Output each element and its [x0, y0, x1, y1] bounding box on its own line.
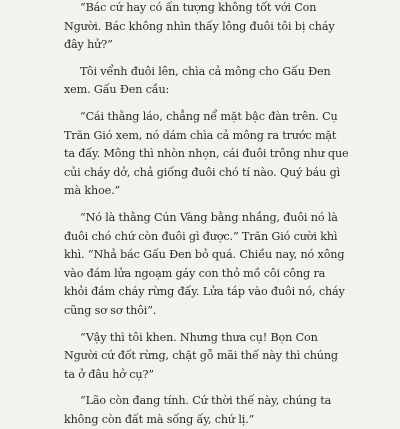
text-line: mà khoe.”	[64, 184, 121, 198]
text-line: “Bác cứ hay có ấn tượng không tốt với Con	[80, 1, 317, 14]
paragraph-4	[64, 209, 345, 321]
text-line: “Lão còn đang tính. Cứ thời thế này, chúng ta	[80, 394, 332, 408]
text-line: xem. Gấu Đen cầu:	[64, 83, 170, 97]
text-line: “Nó là thằng Cún Vàng bằng nhắng, đuôi nó là	[80, 210, 338, 224]
text-line: ta đấy. Mông thì nhòn nhọn, cái đuôi trông như que	[64, 147, 349, 161]
text-line: đây hử?”	[64, 38, 113, 52]
text-line: Tôi vểnh đuôi lên, chìa cả mông cho Gấu Đen	[80, 64, 331, 78]
text-line: ta ở đâu hở cụ?”	[64, 367, 154, 381]
text-line: Người. Bác không nhìn thấy lông đuôi tôi bị cháy	[64, 19, 335, 33]
paragraph-3	[64, 108, 349, 201]
text-line: củi cháy dở, chả giống đuôi chó tí nào. Quý báu gì	[64, 165, 341, 179]
text-line: khỏi đám cháy rừng đấy. Lửa táp vào đuôi nó, cháy	[64, 285, 345, 299]
text-line: “Vậy thì tôi khen. Nhưng thưa cụ! Bọn Con	[80, 330, 318, 344]
text-line: không còn đất mà sống ấy, chứ lị.”	[64, 412, 255, 426]
text-line: Người cứ đốt rừng, chặt gỗ mãi thế này thì chúng	[64, 349, 338, 363]
paragraph-1	[64, 0, 340, 55]
paragraph-6	[64, 392, 340, 429]
text-line: khì. “Nhả bác Gấu Đen bỏ quá. Chiều nay, nó xông	[64, 248, 345, 262]
text-line: cũng sơ sơ thôi”.	[64, 303, 157, 317]
text-line: Trăn Gió xem, nó dám chìa cả mông ra trước mặt	[64, 128, 337, 142]
paragraph-5	[64, 329, 340, 385]
text-line: “Cái thằng láo, chẳng nể mặt bậc đàn trên. Cụ	[80, 109, 338, 123]
text-line: vào đám lửa ngoạm gáy con thỏ mồ côi công ra	[64, 266, 326, 280]
page-text	[64, 0, 349, 429]
paragraph-2	[64, 63, 340, 100]
text-line: đuôi chó chứ còn đuôi gì được.” Trăn Gió cười khì	[64, 229, 338, 243]
